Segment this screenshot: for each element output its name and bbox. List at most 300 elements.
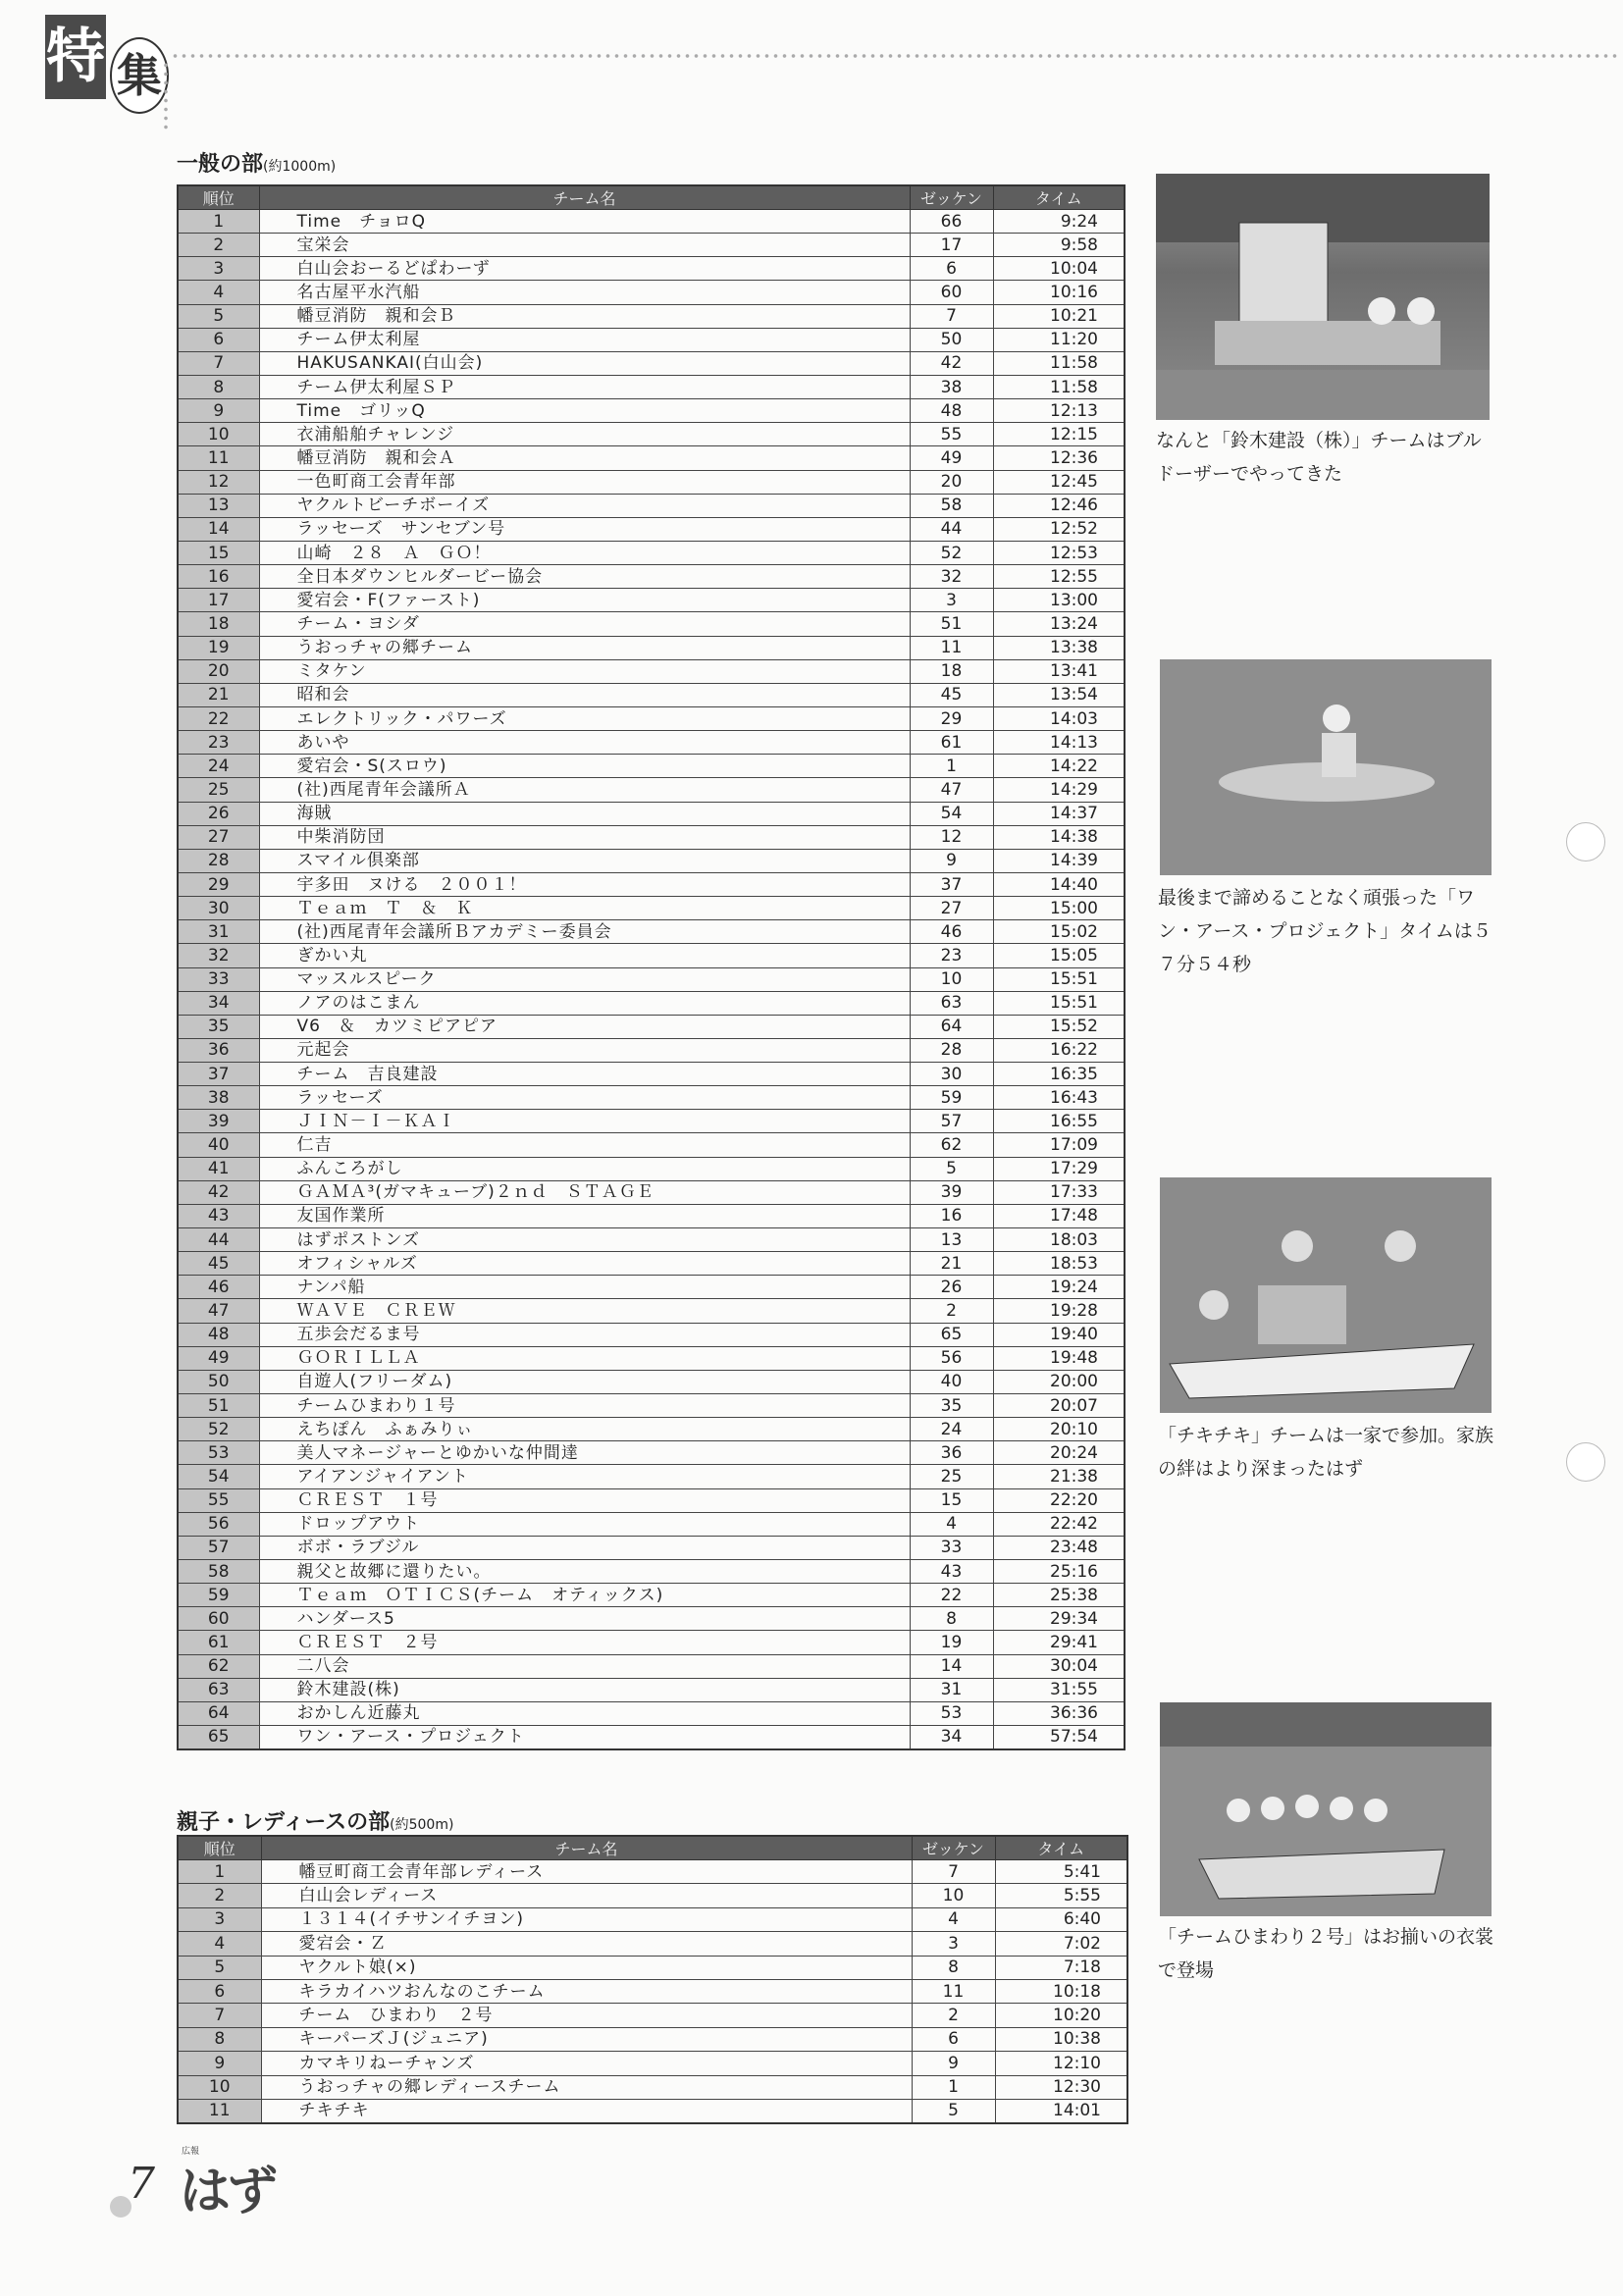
table-row — [178, 375, 1125, 398]
binder-hole — [1566, 822, 1605, 861]
bib-number-cell: 11 — [912, 1979, 995, 2003]
column-header-bib: ゼッケン — [910, 185, 993, 210]
time-cell: 5:55 — [995, 1884, 1127, 1907]
rank-cell: 47 — [178, 1299, 259, 1323]
rank-cell: 38 — [178, 1086, 259, 1110]
bib-number-cell: 47 — [910, 778, 993, 802]
bib-number-cell: 44 — [910, 517, 993, 541]
photo-bulldozer-raft — [1156, 174, 1490, 420]
bib-number-cell: 28 — [910, 1038, 993, 1062]
time-cell: 31:55 — [993, 1678, 1125, 1701]
table-row — [178, 589, 1125, 612]
rank-cell: 41 — [178, 1157, 259, 1180]
bib-number-cell: 37 — [910, 872, 993, 896]
bib-number-cell: 64 — [910, 1015, 993, 1038]
table-row — [178, 1441, 1125, 1465]
rank-cell: 53 — [178, 1441, 259, 1465]
bib-number-cell: 16 — [910, 1204, 993, 1227]
time-cell: 12:30 — [995, 2075, 1127, 2099]
table-row — [178, 1465, 1125, 1488]
bib-number-cell: 32 — [910, 565, 993, 589]
rank-cell: 28 — [178, 849, 259, 872]
table-row — [178, 1418, 1125, 1441]
rank-cell: 30 — [178, 897, 259, 920]
time-cell: 20:00 — [993, 1370, 1125, 1393]
bib-number-cell: 25 — [910, 1465, 993, 1488]
bib-number-cell: 26 — [910, 1276, 993, 1299]
bib-number-cell: 15 — [910, 1488, 993, 1512]
results-table-general — [177, 184, 1126, 1750]
bib-number-cell: 2 — [912, 2004, 995, 2027]
team-name-cell: キラカイハツおんなのこチーム — [261, 1979, 912, 2003]
rank-cell: 40 — [178, 1133, 259, 1157]
time-cell: 25:38 — [993, 1584, 1125, 1607]
photo-himawari-2 — [1160, 1702, 1492, 1916]
time-cell: 16:43 — [993, 1086, 1125, 1110]
rank-cell: 62 — [178, 1654, 259, 1678]
team-name-cell: Time ゴリッQ — [259, 399, 910, 423]
team-name-cell: Ｔｅａｍ Ｔ ＆ Ｋ — [259, 897, 910, 920]
rank-cell: 19 — [178, 636, 259, 659]
team-name-cell: 幡豆消防 親和会Ａ — [259, 446, 910, 470]
team-name-cell: オフィシャルズ — [259, 1252, 910, 1276]
bib-number-cell: 12 — [910, 825, 993, 849]
bib-number-cell: 3 — [910, 589, 993, 612]
team-name-cell: キーパーズＪ(ジュニア) — [261, 2027, 912, 2051]
rank-cell: 2 — [178, 234, 259, 257]
team-name-cell: 海賊 — [259, 802, 910, 825]
team-name-cell: チームひまわり１号 — [259, 1394, 910, 1418]
team-name-cell: 愛宕会・Ｚ — [261, 1932, 912, 1956]
time-cell: 15:51 — [993, 991, 1125, 1015]
rank-cell: 10 — [178, 423, 259, 446]
table-row — [178, 872, 1125, 896]
table-row — [178, 1701, 1125, 1725]
table-row — [178, 1015, 1125, 1038]
bib-number-cell: 9 — [910, 849, 993, 872]
bib-number-cell: 52 — [910, 541, 993, 564]
time-cell: 15:51 — [993, 967, 1125, 991]
photo-caption: 「チキチキ」チームは一家で参加。家族の絆はより深まったはず — [1158, 1425, 1494, 1480]
team-name-cell: ＧＯＲＩＬＬＡ — [259, 1346, 910, 1370]
team-name-cell: ハンダース5 — [259, 1607, 910, 1631]
photo-caption: なんと「鈴木建設（株）」チームはブルドーザーでやってきた — [1156, 430, 1482, 485]
table-row — [178, 1110, 1125, 1133]
bib-number-cell: 18 — [910, 659, 993, 683]
table-row — [178, 849, 1125, 872]
bib-number-cell: 56 — [910, 1346, 993, 1370]
table-row — [178, 1299, 1125, 1323]
rank-cell: 35 — [178, 1015, 259, 1038]
table-row — [178, 1678, 1125, 1701]
table-row — [178, 897, 1125, 920]
bib-number-cell: 43 — [910, 1560, 993, 1584]
team-name-cell: (社)西尾青年会議所Ａ — [259, 778, 910, 802]
team-name-cell: ノアのはこまん — [259, 991, 910, 1015]
team-name-cell: 仁吉 — [259, 1133, 910, 1157]
bib-number-cell: 1 — [910, 755, 993, 778]
table-row — [178, 1932, 1127, 1956]
bib-number-cell: 50 — [910, 328, 993, 351]
bib-number-cell: 46 — [910, 920, 993, 944]
column-header-rank: 順位 — [178, 185, 259, 210]
table-row — [178, 2075, 1127, 2099]
bib-number-cell: 66 — [910, 210, 993, 234]
rank-cell: 12 — [178, 470, 259, 494]
publication-logo: はず — [180, 2163, 275, 2221]
bib-number-cell: 5 — [910, 1157, 993, 1180]
team-name-cell: ふんころがし — [259, 1157, 910, 1180]
team-name-cell: 白山会レディース — [261, 1884, 912, 1907]
bib-number-cell: 6 — [910, 257, 993, 281]
team-name-cell: ナンパ船 — [259, 1276, 910, 1299]
section-title-text: 親子・レディースの部 — [177, 1810, 391, 1835]
team-name-cell: 美人マネージャーとゆかいな仲間達 — [259, 1441, 910, 1465]
bib-number-cell: 7 — [912, 1860, 995, 1884]
time-cell: 29:41 — [993, 1631, 1125, 1654]
rank-cell: 31 — [178, 920, 259, 944]
table-row — [178, 683, 1125, 706]
team-name-cell: (社)西尾青年会議所Ｂアカデミー委員会 — [259, 920, 910, 944]
team-name-cell: えちぽん ふぁみりぃ — [259, 1418, 910, 1441]
bib-number-cell: 63 — [910, 991, 993, 1015]
bib-number-cell: 62 — [910, 1133, 993, 1157]
time-cell: 57:54 — [993, 1726, 1125, 1749]
rank-cell: 4 — [178, 1932, 261, 1956]
team-name-cell: ＣＲＥＳＴ ２号 — [259, 1631, 910, 1654]
table-row — [178, 1157, 1125, 1180]
bib-number-cell: 36 — [910, 1441, 993, 1465]
team-name-cell: ワン・アース・プロジェクト — [259, 1726, 910, 1749]
rank-cell: 37 — [178, 1063, 259, 1086]
column-header-rank: 順位 — [178, 1836, 261, 1860]
bib-number-cell: 7 — [910, 304, 993, 328]
bib-number-cell: 8 — [912, 1956, 995, 1979]
rank-cell: 3 — [178, 1907, 261, 1931]
rank-cell: 7 — [178, 351, 259, 375]
table-row — [178, 281, 1125, 304]
bib-number-cell: 45 — [910, 683, 993, 706]
rank-cell: 7 — [178, 2004, 261, 2027]
time-cell: 15:52 — [993, 1015, 1125, 1038]
bib-number-cell: 14 — [910, 1654, 993, 1678]
bib-number-cell: 30 — [910, 1063, 993, 1086]
time-cell: 6:40 — [995, 1907, 1127, 1931]
rank-cell: 44 — [178, 1228, 259, 1252]
table-row — [178, 1907, 1127, 1931]
rank-cell: 26 — [178, 802, 259, 825]
bib-number-cell: 51 — [910, 612, 993, 636]
table-row — [178, 1086, 1125, 1110]
time-cell: 14:39 — [993, 849, 1125, 872]
time-cell: 15:05 — [993, 944, 1125, 967]
time-cell: 21:38 — [993, 1465, 1125, 1488]
bib-number-cell: 3 — [912, 1932, 995, 1956]
time-cell: 17:29 — [993, 1157, 1125, 1180]
rank-cell: 17 — [178, 589, 259, 612]
time-cell: 13:41 — [993, 659, 1125, 683]
time-cell: 12:45 — [993, 470, 1125, 494]
table-row — [178, 944, 1125, 967]
team-name-cell: ＪＩＮ－Ｉ－ＫＡＩ — [259, 1110, 910, 1133]
rank-cell: 8 — [178, 375, 259, 398]
time-cell: 12:46 — [993, 494, 1125, 517]
team-name-cell: ボボ・ラブジル — [259, 1536, 910, 1559]
table-row — [178, 755, 1125, 778]
rank-cell: 1 — [178, 1860, 261, 1884]
rank-cell: 8 — [178, 2027, 261, 2051]
table-row — [178, 2027, 1127, 2051]
team-name-cell: 幡豆消防 親和会Ｂ — [259, 304, 910, 328]
bib-number-cell: 48 — [910, 399, 993, 423]
time-cell: 19:28 — [993, 1299, 1125, 1323]
bib-number-cell: 53 — [910, 1701, 993, 1725]
time-cell: 19:40 — [993, 1323, 1125, 1346]
dotted-divider — [171, 54, 1617, 58]
table-row — [178, 1228, 1125, 1252]
time-cell: 17:33 — [993, 1180, 1125, 1204]
table-row — [178, 234, 1125, 257]
rank-cell: 54 — [178, 1465, 259, 1488]
table-row — [178, 304, 1125, 328]
team-name-cell: 親父と故郷に還りたい。 — [259, 1560, 910, 1584]
table-row — [178, 1560, 1125, 1584]
table-row — [178, 731, 1125, 755]
table-row — [178, 706, 1125, 730]
feature-title-block: 特 — [45, 15, 106, 99]
rank-cell: 51 — [178, 1394, 259, 1418]
team-name-cell: 友国作業所 — [259, 1204, 910, 1227]
rank-cell: 24 — [178, 755, 259, 778]
bib-number-cell: 49 — [910, 446, 993, 470]
bib-number-cell: 34 — [910, 1726, 993, 1749]
team-name-cell: 鈴木建設(株) — [259, 1678, 910, 1701]
time-cell: 12:10 — [995, 2052, 1127, 2075]
team-name-cell: １３１４(イチサンイチヨン) — [261, 1907, 912, 1931]
rank-cell: 10 — [178, 2075, 261, 2099]
time-cell: 12:15 — [993, 423, 1125, 446]
rank-cell: 14 — [178, 517, 259, 541]
binder-hole — [1566, 1442, 1605, 1482]
column-header-time: タイム — [995, 1836, 1127, 1860]
rank-cell: 9 — [178, 2052, 261, 2075]
time-cell: 14:22 — [993, 755, 1125, 778]
team-name-cell: うおっチャの郷レディースチーム — [261, 2075, 912, 2099]
section-subtitle: (約500m) — [390, 1817, 454, 1833]
table-row — [178, 2099, 1127, 2122]
table-row — [178, 1488, 1125, 1512]
rank-cell: 39 — [178, 1110, 259, 1133]
bib-number-cell: 22 — [910, 1584, 993, 1607]
team-name-cell: マッスルスピーク — [259, 967, 910, 991]
table-row — [178, 1584, 1125, 1607]
bib-number-cell: 19 — [910, 1631, 993, 1654]
table-row — [178, 659, 1125, 683]
rank-cell: 21 — [178, 683, 259, 706]
table-row — [178, 1631, 1125, 1654]
table-row — [178, 612, 1125, 636]
team-name-cell: 名古屋平水汽船 — [259, 281, 910, 304]
time-cell: 12:13 — [993, 399, 1125, 423]
rank-cell: 6 — [178, 328, 259, 351]
rank-cell: 55 — [178, 1488, 259, 1512]
results-table-family-ladies — [177, 1835, 1128, 2124]
table-row — [178, 541, 1125, 564]
bib-number-cell: 59 — [910, 1086, 993, 1110]
team-name-cell: 幡豆町商工会青年部レディース — [261, 1860, 912, 1884]
rank-cell: 29 — [178, 872, 259, 896]
bib-number-cell: 58 — [910, 494, 993, 517]
table-row — [178, 636, 1125, 659]
rank-cell: 16 — [178, 565, 259, 589]
time-cell: 14:01 — [995, 2099, 1127, 2122]
bib-number-cell: 23 — [910, 944, 993, 967]
team-name-cell: 衣浦船舶チャレンジ — [259, 423, 910, 446]
time-cell: 16:35 — [993, 1063, 1125, 1086]
team-name-cell: 五歩会だるま号 — [259, 1323, 910, 1346]
section-title-text: 一般の部 — [177, 152, 264, 177]
bib-number-cell: 10 — [910, 967, 993, 991]
team-name-cell: チーム 吉良建設 — [259, 1063, 910, 1086]
table-row — [178, 1956, 1127, 1979]
time-cell: 23:48 — [993, 1536, 1125, 1559]
team-name-cell: はずポストンズ — [259, 1228, 910, 1252]
team-name-cell: チーム・ヨシダ — [259, 612, 910, 636]
table-row — [178, 1063, 1125, 1086]
time-cell: 14:38 — [993, 825, 1125, 849]
section-subtitle: (約1000m) — [263, 159, 337, 175]
table-row — [178, 494, 1125, 517]
photo-caption: 「チームひまわり２号」はお揃いの衣裳で登場 — [1158, 1926, 1494, 1981]
rank-cell: 50 — [178, 1370, 259, 1393]
rank-cell: 57 — [178, 1536, 259, 1559]
team-name-cell: ミタケン — [259, 659, 910, 683]
table-row — [178, 257, 1125, 281]
rank-cell: 42 — [178, 1180, 259, 1204]
table-row — [178, 1512, 1125, 1536]
time-cell: 11:20 — [993, 328, 1125, 351]
rank-cell: 18 — [178, 612, 259, 636]
rank-cell: 49 — [178, 1346, 259, 1370]
team-name-cell: カマキリねーチャンズ — [261, 2052, 912, 2075]
bib-number-cell: 33 — [910, 1536, 993, 1559]
bib-number-cell: 4 — [910, 1512, 993, 1536]
bib-number-cell: 27 — [910, 897, 993, 920]
table-row — [178, 210, 1125, 234]
rank-cell: 46 — [178, 1276, 259, 1299]
table-row — [178, 328, 1125, 351]
rank-cell: 64 — [178, 1701, 259, 1725]
bib-number-cell: 13 — [910, 1228, 993, 1252]
time-cell: 20:10 — [993, 1418, 1125, 1441]
table-row — [178, 1979, 1127, 2003]
time-cell: 11:58 — [993, 375, 1125, 398]
time-cell: 30:04 — [993, 1654, 1125, 1678]
team-name-cell: うおっチャの郷チーム — [259, 636, 910, 659]
team-name-cell: チーム伊太利屋 — [259, 328, 910, 351]
team-name-cell: Ｔｅａｍ ＯＴＩＣＳ(チーム オティックス) — [259, 1584, 910, 1607]
table-row — [178, 1370, 1125, 1393]
time-cell: 16:22 — [993, 1038, 1125, 1062]
table-row — [178, 1252, 1125, 1276]
rank-cell: 36 — [178, 1038, 259, 1062]
team-name-cell: ドロップアウト — [259, 1512, 910, 1536]
time-cell: 14:40 — [993, 872, 1125, 896]
rank-cell: 56 — [178, 1512, 259, 1536]
table-row — [178, 423, 1125, 446]
bib-number-cell: 29 — [910, 706, 993, 730]
table-row — [178, 920, 1125, 944]
time-cell: 10:16 — [993, 281, 1125, 304]
rank-cell: 2 — [178, 1884, 261, 1907]
time-cell: 25:16 — [993, 1560, 1125, 1584]
rank-cell: 15 — [178, 541, 259, 564]
time-cell: 15:02 — [993, 920, 1125, 944]
table-row — [178, 1394, 1125, 1418]
team-name-cell: ぎかい丸 — [259, 944, 910, 967]
rank-cell: 1 — [178, 210, 259, 234]
team-name-cell: 元起会 — [259, 1038, 910, 1062]
rank-cell: 23 — [178, 731, 259, 755]
time-cell: 7:18 — [995, 1956, 1127, 1979]
table-row — [178, 1860, 1127, 1884]
time-cell: 13:24 — [993, 612, 1125, 636]
rank-cell: 45 — [178, 1252, 259, 1276]
team-name-cell: ヤクルトビーチボーイズ — [259, 494, 910, 517]
rank-cell: 63 — [178, 1678, 259, 1701]
column-header-team: チーム名 — [259, 185, 910, 210]
table-row — [178, 1607, 1125, 1631]
column-header-time: タイム — [993, 185, 1125, 210]
rank-cell: 20 — [178, 659, 259, 683]
rank-cell: 52 — [178, 1418, 259, 1441]
table-row — [178, 1323, 1125, 1346]
team-name-cell: ＷＡＶＥ ＣＲＥＷ — [259, 1299, 910, 1323]
team-name-cell: 二八会 — [259, 1654, 910, 1678]
time-cell: 15:00 — [993, 897, 1125, 920]
time-cell: 14:29 — [993, 778, 1125, 802]
bib-number-cell: 55 — [910, 423, 993, 446]
time-cell: 9:24 — [993, 210, 1125, 234]
bib-number-cell: 17 — [910, 234, 993, 257]
team-name-cell: 全日本ダウンヒルダービー協会 — [259, 565, 910, 589]
table-row — [178, 1346, 1125, 1370]
time-cell: 7:02 — [995, 1932, 1127, 1956]
team-name-cell: HAKUSANKAI(白山会) — [259, 351, 910, 375]
table-row — [178, 1654, 1125, 1678]
rank-cell: 22 — [178, 706, 259, 730]
time-cell: 20:24 — [993, 1441, 1125, 1465]
rank-cell: 34 — [178, 991, 259, 1015]
bib-number-cell: 9 — [912, 2052, 995, 2075]
rank-cell: 58 — [178, 1560, 259, 1584]
rank-cell: 6 — [178, 1979, 261, 2003]
team-name-cell: Time チョロQ — [259, 210, 910, 234]
table-row — [178, 1726, 1125, 1749]
team-name-cell: V6 ＆ カツミピアピア — [259, 1015, 910, 1038]
table-row — [178, 399, 1125, 423]
table-row — [178, 446, 1125, 470]
table-row — [178, 565, 1125, 589]
table-row — [178, 1276, 1125, 1299]
section-title-family-ladies — [177, 1805, 453, 1836]
rank-cell: 27 — [178, 825, 259, 849]
time-cell: 13:00 — [993, 589, 1125, 612]
team-name-cell: 宇多田 ヌける ２００１！ — [259, 872, 910, 896]
bib-number-cell: 11 — [910, 636, 993, 659]
time-cell: 10:20 — [995, 2004, 1127, 2027]
table-row — [178, 470, 1125, 494]
